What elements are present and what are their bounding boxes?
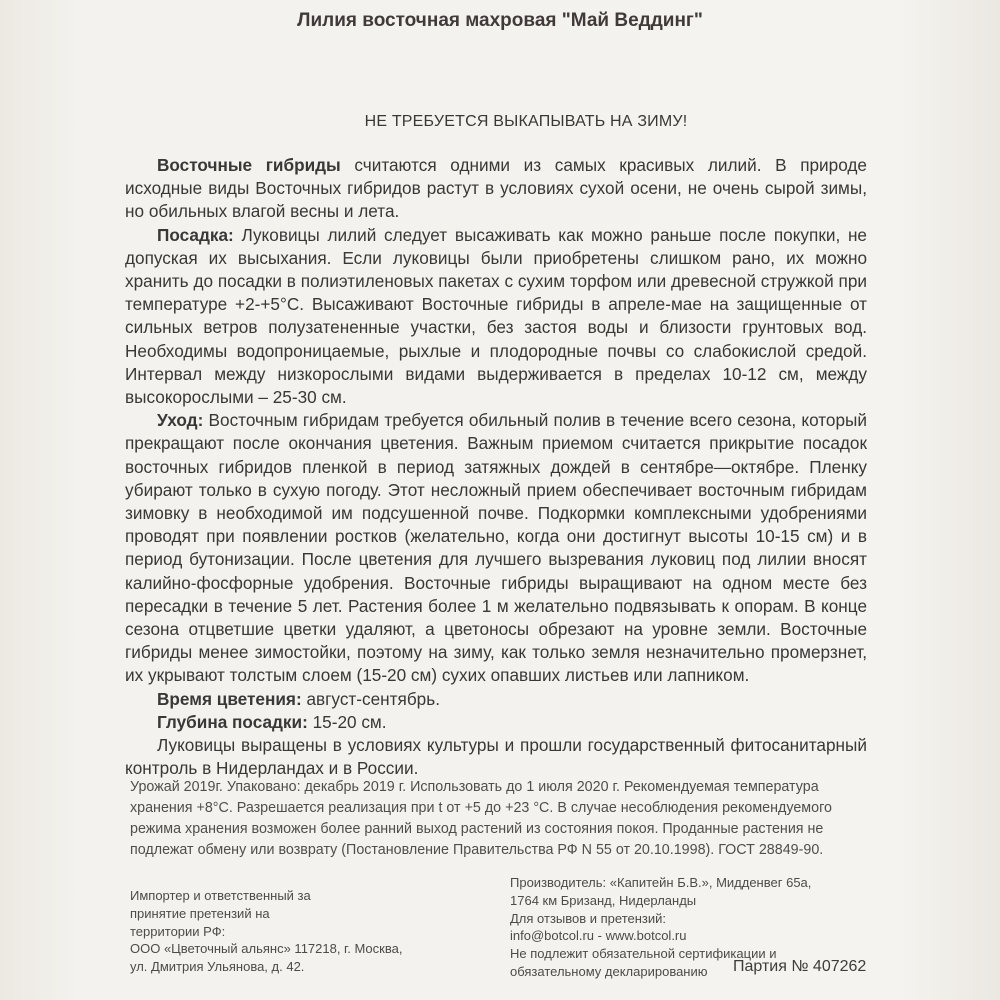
depth-paragraph bbox=[125, 711, 867, 734]
bloom-paragraph bbox=[125, 688, 867, 711]
importer-info bbox=[130, 887, 430, 976]
batch-number: Партия № 407262 bbox=[733, 958, 867, 975]
producer-contact: info@botcol.ru - www.botcol.ru bbox=[510, 928, 687, 944]
planting-paragraph bbox=[125, 224, 867, 410]
product-title: Лилия восточная махровая "Май Веддинг" bbox=[297, 10, 703, 31]
depth-lead: Глубина посадки: bbox=[157, 711, 308, 732]
producer-line: 1764 км Бризанд, Нидерланды bbox=[510, 892, 697, 908]
importer-line: территории РФ: bbox=[130, 923, 226, 939]
winter-notice: НЕ ТРЕБУЕТСЯ ВЫКАПЫВАТЬ НА ЗИМУ! bbox=[364, 113, 688, 130]
importer-line: Импортер и ответственный за bbox=[130, 888, 311, 903]
importer-line: принятие претензий на bbox=[130, 905, 270, 921]
planting-lead: Посадка: bbox=[157, 224, 234, 245]
care-text: Восточным гибридам требуется обильный полив в течение всего сезона, который прекращают после окончания цветения. Важным приемом считается прикрытие посадок восточных гибридов пленкой в период затяжных дождей в сентябре—октябре. Пленку убирают только в сухую погоду. Этот несложный прием обеспечивает восточным гибридам зимовку в необходимой им подсушенной почве. Подкормки комплексными удобрениями проводят при появлении ростков (желательно, когда они достигнут высоты 10-15 см) и в период бутонизации. После цветения для лучшего вызревания луковиц под лилии вносят калийно-фосфорные удобрения. Восточные гибриды выращивают на одном месте без пересадки в течение 5 лет. Растения более 1 м желательно подвязывать к опорам. В конце сезона отцветшие цветки удаляют, а цветоносы обрезают на уровне земли. Восточные гибриды менее зимостойки, поэтому на зиму, как только земля незначительно промерзнет, их укрывают толстым слоем (15-20 см) сухих опавших листьев или лапником. bbox=[125, 410, 867, 686]
intro-lead: Восточные гибриды bbox=[157, 155, 341, 175]
description-body bbox=[125, 154, 867, 780]
producer-line: обязательному декларированию bbox=[510, 963, 708, 979]
producer-line: Не подлежит обязательной сертификации и bbox=[510, 946, 777, 962]
care-lead: Уход: bbox=[157, 410, 204, 431]
intro-paragraph bbox=[125, 154, 867, 224]
planting-text: Луковицы лилий следует высаживать как можно раньше после покупки, не допуская их высыхания. Если луковицы были приобретены слишком рано, их можно хранить до посадки в полиэтиленовых пакетах с сухим торфом или древесной стружкой при температуре +2-+5°С. Высаживают Восточные гибриды в апреле-мае на защищенные от сильных ветров полузатененные участки, без застоя воды и близости грунтовых вод. Необходимы водопроницаемые, рыхлые и плодородные почвы со слабокислой средой. Интервал между низкорослыми видами выдерживается в пределах 10-12 см, между высокорослыми – 25-30 см. bbox=[125, 224, 867, 408]
producer-line: Производитель: «Капитейн Б.В.», Мидденвег 65а, bbox=[510, 875, 812, 890]
care-paragraph bbox=[125, 409, 867, 687]
depth-text: 15-20 см. bbox=[307, 711, 387, 732]
importer-line: ООО «Цветочный альянс» 117218, г. Москва, bbox=[130, 941, 403, 957]
bloom-lead: Время цветения: bbox=[157, 688, 302, 709]
storage-info: Урожай 2019г. Упаковано: декабрь 2019 г. Использовать до 1 июля 2020 г. Рекомендуемая температура хранения +8°С. Разрешается реализация при t от +5 до +23 °С. В случае несоблюдения рекомендуемого режима хранения возможен более ранний выход растений из состояния покоя. Проданные растения не подлежат обмену или возврату (Постановление Правительства РФ N 55 от 20.10.1998). ГОСТ 28849-90. bbox=[130, 779, 832, 858]
grown-paragraph: Луковицы выращены в условиях культуры и прошли государственный фитосанитарный контроль в Нидерландах и в России. bbox=[125, 735, 867, 779]
bloom-text: август-сентябрь. bbox=[301, 688, 440, 709]
intro-text: считаются одними из самых красивых лилий. В природе исходные виды Восточных гибридов растут в условиях сухой осени, не очень сырой зимы, но обильных влагой весны и лета. bbox=[125, 155, 867, 222]
importer-line: ул. Дмитрия Ульянова, д. 42. bbox=[130, 959, 305, 975]
producer-line: Для отзывов и претензий: bbox=[510, 910, 667, 926]
